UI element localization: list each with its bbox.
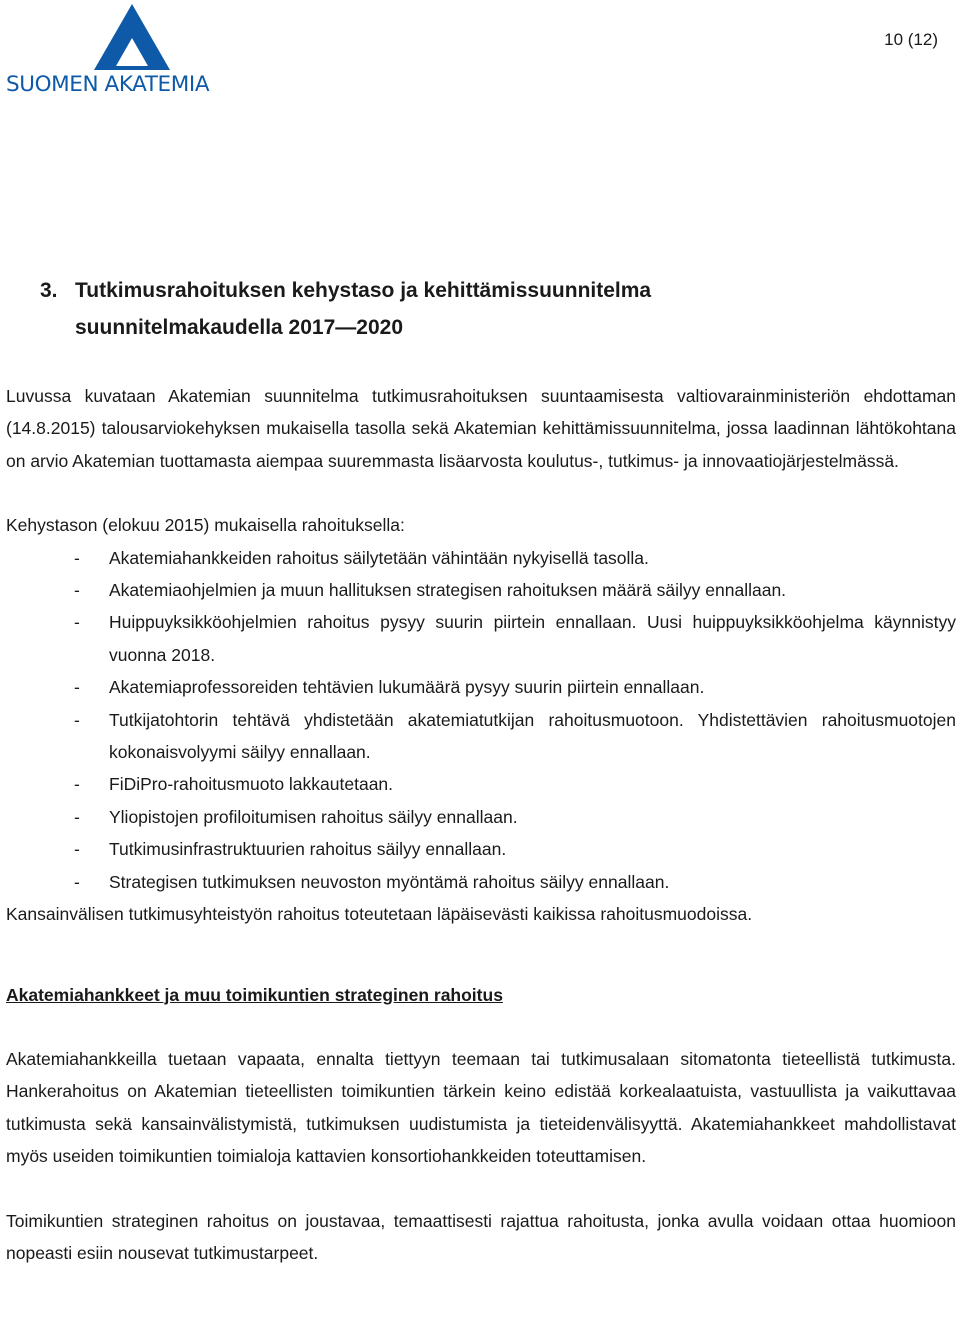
list-item: - Akatemiaohjelmien ja muun hallituksen strategisen rahoituksen määrä säilyy ennallaan. — [6, 574, 956, 606]
list-item: - FiDiPro-rahoitusmuoto lakkautetaan. — [6, 768, 956, 800]
page-number: 10 (12) — [884, 30, 938, 49]
section-title-line1: Tutkimusrahoituksen kehystaso ja kehittämissuunnitelma — [75, 279, 652, 302]
list-item: - Huippuyksikköohjelmien rahoitus pysyy suurin piirtein ennallaan. Uusi huippuyksikköohjelma käynnistyy vuonna 2018. — [6, 606, 956, 671]
section-heading — [40, 272, 900, 346]
framework-closing: Kansainvälisen tutkimusyhteistyön rahoitus toteutetaan läpäisevästi kaikissa rahoitusmuodoissa. — [6, 904, 753, 925]
list-item: - Strategisen tutkimuksen neuvoston myöntämä rahoitus säilyy ennallaan. — [6, 866, 956, 898]
list-item: - Tutkijatohtorin tehtävä yhdistetään akatemiatutkijan rahoitusmuotoon. Yhdistettävien rahoitusmuotojen kokonaisvolyymi säilyy ennallaan. — [6, 704, 956, 769]
section-number: 3. — [40, 279, 58, 302]
list-item: - Tutkimusinfrastruktuurien rahoitus säilyy ennallaan. — [6, 833, 956, 865]
framework-lead: Kehystason (elokuu 2015) mukaisella rahoituksella: — [6, 515, 405, 536]
framework-list — [6, 542, 956, 898]
subsection-paragraph-2: Toimikuntien strateginen rahoitus on joustavaa, temaattisesti rajattua rahoitusta, jonka avulla voidaan ottaa huomioon nopeasti esiin nousevat tutkimustarpeet. — [6, 1210, 956, 1263]
intro-paragraph: Luvussa kuvataan Akatemian suunnitelma tutkimusrahoituksen suuntaamisesta valtiovarainministeriön ehdottaman (14.8.2015) talousarviokehyksen mukaisella tasolla sekä Akatemian kehittämissuunnitelma, jossa laadinnan lähtökohtana on arvio Akatemian tuottamasta aiempaa suuremmasta lisäarvosta koulutus-, tutkimus- ja innovaatiojärjestelmässä. — [6, 386, 956, 471]
list-item: - Yliopistojen profiloitumisen rahoitus säilyy ennallaan. — [6, 801, 956, 833]
list-item: - Akatemiaprofessoreiden tehtävien lukumäärä pysyy suurin piirtein ennallaan. — [6, 671, 956, 703]
suomen-akatemia-logo — [6, 4, 256, 96]
subsection-paragraph-1: Akatemiahankkeilla tuetaan vapaata, ennalta tiettyyn teemaan tai tutkimusalaan sitomatonta tieteellistä tutkimusta. Hankerahoitus on Akatemian tieteellisten toimikuntien tärkein keino edistää korkealaatuista, vastuullista ja vaikuttavaa tutkimusta sekä kansainvälistymistä, tutkimuksen uudistumista ja tieteidenvälisyyttä. Akatemiahankkeet mahdollistavat myös useiden toimikuntien toimialoja kattavien konsortiohankkeiden toteuttamisen. — [6, 1048, 956, 1167]
subsection-heading: Akatemiahankkeet ja muu toimikuntien strateginen rahoitus — [6, 984, 503, 1005]
triangle-logo-icon — [6, 4, 256, 72]
logo-wordmark: SUOMEN AKATEMIA — [6, 72, 210, 97]
list-item: - Akatemiahankkeiden rahoitus säilytetään vähintään nykyisellä tasolla. — [6, 542, 956, 574]
document-body — [6, 380, 956, 1269]
section-title-line2: suunnitelmakaudella 2017—2020 — [75, 316, 403, 339]
